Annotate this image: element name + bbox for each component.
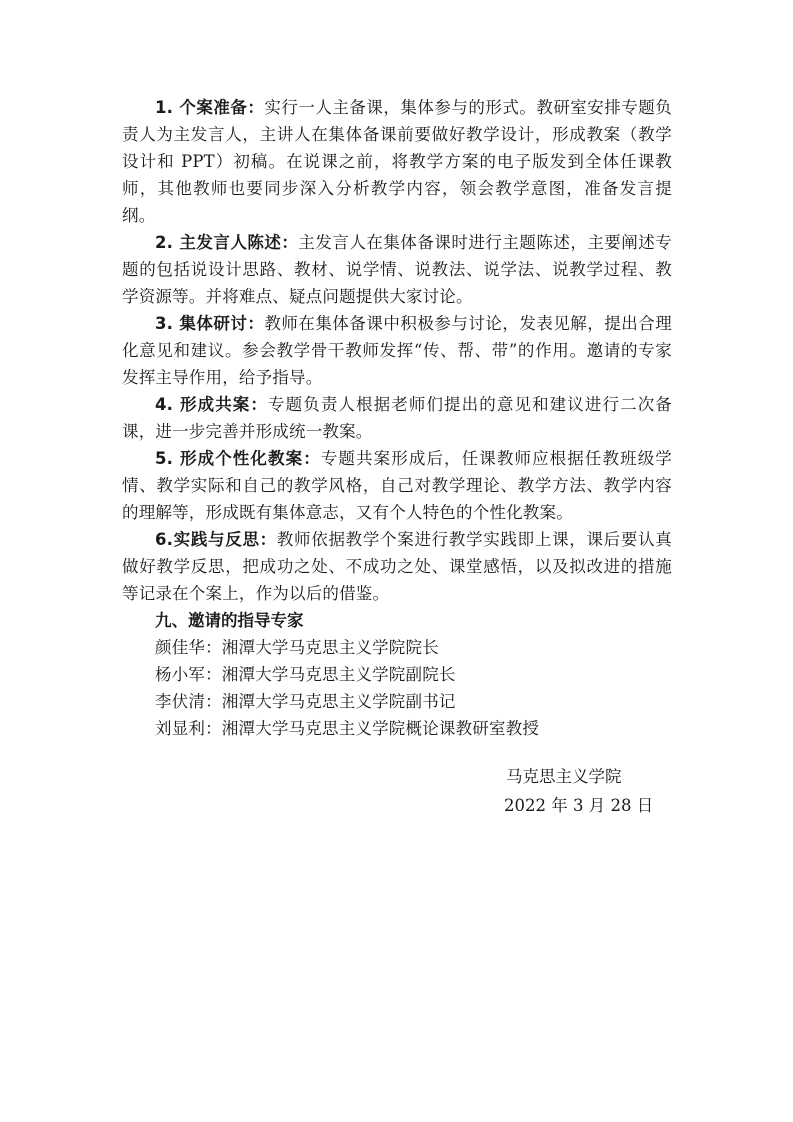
paragraph-text: 实行一人主备课，集体参与的形式。教研室安排专题负责人为主发言人，主讲人在集体备课前要做好教学设计，形成教案（教学设计和 PPT）初稿。在说课之前，将教学方案的电子版发到全体任课教师，其他教师也要同步深入分析教学内容，领会教学意图，准备发言提纲。 <box>122 98 672 225</box>
paragraph-lead: 2. 主发言人陈述： <box>155 233 299 252</box>
paragraph-lead: 5. 形成个性化教案： <box>155 449 321 468</box>
paragraph-text: 教师在集体备课中积极参与讨论，发表见解，提出合理化意见和建议。参会教学骨干教师发挥“传、帮、带”的作用。邀请的专家发挥主导作用，给予指导。 <box>122 314 672 387</box>
paragraph-text: 专题共案形成后，任课教师应根据任教班级学情、教学实际和自己的教学风格，自己对教学理论、教学方法、教学内容的理解等，形成既有集体意志，又有个人特色的个性化教案。 <box>122 449 672 522</box>
paragraph-lead: 4. 形成共案： <box>155 395 269 414</box>
paragraph-lead: 3. 集体研讨： <box>155 314 265 333</box>
section-heading-experts: 九、邀请的指导专家 <box>155 611 304 630</box>
document-body <box>122 94 672 742</box>
expert-line: 刘显利：湘潭大学马克思主义学院概论课教研室教授 <box>155 719 540 738</box>
paragraph-text: 专题负责人根据老师们提出的意见和建议进行二次备课，进一步完善并形成统一教案。 <box>122 395 672 441</box>
signature-organization: 马克思主义学院 <box>506 767 622 786</box>
paragraph-personalized-plan <box>122 445 672 526</box>
paragraph-text: 主发言人在集体备课时进行主题陈述，主要阐述专题的包括说设计思路、教材、说学情、说教法、说学法、说教学过程、教学资源等。并将难点、疑点问题提供大家讨论。 <box>122 233 672 306</box>
paragraph-shared-plan <box>122 391 672 445</box>
paragraph-lead: 6.实践与反思： <box>155 530 277 549</box>
paragraph-lead: 1. 个案准备： <box>155 98 265 117</box>
signature-date: 2022 年 3 月 28 日 <box>504 796 654 815</box>
paragraph-main-speaker <box>122 229 672 310</box>
paragraph-individual-preparation <box>122 94 672 229</box>
paragraph-text: 教师依据教学个案进行教学实践即上课，课后要认真做好教学反思，把成功之处、不成功之处、课堂感悟，以及拟改进的措施等记录在个案上，作为以后的借鉴。 <box>122 530 672 603</box>
expert-line: 李伏清：湘潭大学马克思主义学院副书记 <box>155 692 456 711</box>
expert-line: 杨小军：湘潭大学马克思主义学院副院长 <box>155 665 456 684</box>
signature-block <box>504 762 704 820</box>
paragraph-practice-reflection <box>122 526 672 607</box>
expert-line: 颜佳华：湘潭大学马克思主义学院院长 <box>155 638 439 657</box>
paragraph-group-discussion <box>122 310 672 391</box>
